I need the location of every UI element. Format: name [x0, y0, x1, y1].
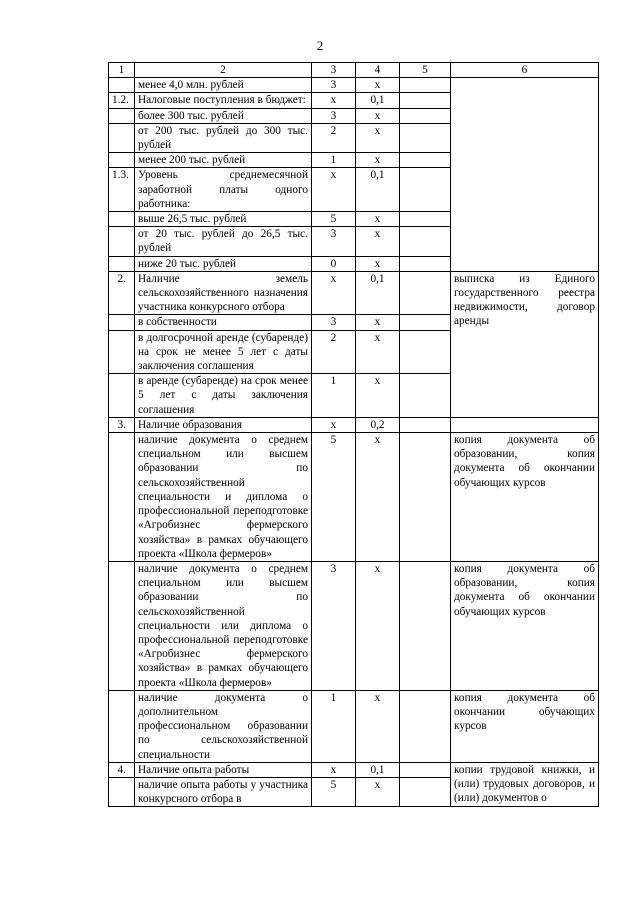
- supporting-document: [451, 417, 599, 432]
- supporting-document: копия документа об образовании, копия документа об окончании обучающих курсов: [451, 433, 599, 562]
- row-number: 4.: [109, 762, 135, 777]
- row-number: [109, 78, 135, 93]
- row-number: [109, 690, 135, 762]
- supporting-document: копии трудовой книжки, и (или) трудовых договоров, и (или) документов о: [451, 762, 599, 807]
- table-row: [109, 762, 599, 777]
- column-5-cell: [400, 108, 451, 123]
- criterion-weight: x: [356, 123, 400, 152]
- criterion-score: 5: [312, 212, 356, 227]
- criterion-weight: 0,1: [356, 762, 400, 777]
- criterion-score: 1: [312, 153, 356, 168]
- criterion-score: 3: [312, 78, 356, 93]
- row-number: 1.2.: [109, 93, 135, 108]
- criterion-score: 0: [312, 256, 356, 271]
- criterion-weight: x: [356, 690, 400, 762]
- criterion-name: более 300 тыс. рублей: [135, 108, 312, 123]
- criterion-weight: x: [356, 78, 400, 93]
- row-number: [109, 227, 135, 256]
- criterion-weight: x: [356, 108, 400, 123]
- criterion-weight: 0,1: [356, 93, 400, 108]
- supporting-document: копия документа об окончании обучающих курсов: [451, 690, 599, 762]
- criterion-name: Налоговые поступления в бюджет:: [135, 93, 312, 108]
- header-row: [109, 63, 599, 78]
- column-5-cell: [400, 315, 451, 330]
- criterion-name: в долгосрочной аренде (субаренде) на срок не менее 5 лет с даты заключения соглашения: [135, 330, 312, 374]
- table-row: [109, 561, 599, 690]
- criterion-score: x: [312, 417, 356, 432]
- column-5-cell: [400, 690, 451, 762]
- column-5-cell: [400, 417, 451, 432]
- criterion-score: x: [312, 762, 356, 777]
- criterion-name: в собственности: [135, 315, 312, 330]
- supporting-document: [451, 78, 599, 272]
- column-5-cell: [400, 256, 451, 271]
- criterion-name: Наличие земель сельскохозяйственного назначения участника конкурсного отбора: [135, 271, 312, 315]
- criterion-weight: x: [356, 227, 400, 256]
- column-5-cell: [400, 78, 451, 93]
- row-number: [109, 212, 135, 227]
- criterion-name: наличие опыта работы у участника конкурсного отбора в: [135, 777, 312, 806]
- row-number: 1.3.: [109, 168, 135, 212]
- table-row: [109, 271, 599, 315]
- row-number: [109, 123, 135, 152]
- supporting-document: выписка из Единого государственного реестра недвижимости, договор аренды: [451, 271, 599, 417]
- row-number: [109, 561, 135, 690]
- criterion-name: от 20 тыс. рублей до 26,5 тыс. рублей: [135, 227, 312, 256]
- criterion-weight: x: [356, 153, 400, 168]
- criterion-score: 3: [312, 108, 356, 123]
- header-cell: 4: [356, 63, 400, 78]
- criterion-weight: x: [356, 315, 400, 330]
- column-5-cell: [400, 123, 451, 152]
- criterion-name: выше 26,5 тыс. рублей: [135, 212, 312, 227]
- table-row: [109, 78, 599, 93]
- criterion-name: от 200 тыс. рублей до 300 тыс. рублей: [135, 123, 312, 152]
- criterion-score: 2: [312, 123, 356, 152]
- criterion-score: 3: [312, 315, 356, 330]
- criterion-weight: 0,1: [356, 271, 400, 315]
- supporting-document: копия документа об образовании, копия документа об окончании обучающих курсов: [451, 561, 599, 690]
- column-5-cell: [400, 93, 451, 108]
- criterion-name: Наличие образования: [135, 417, 312, 432]
- criterion-weight: x: [356, 212, 400, 227]
- criterion-score: 1: [312, 374, 356, 418]
- criterion-name: Уровень среднемесячной заработной платы одного работника:: [135, 168, 312, 212]
- column-5-cell: [400, 330, 451, 374]
- table-row: [109, 417, 599, 432]
- column-5-cell: [400, 374, 451, 418]
- criterion-name: Наличие опыта работы: [135, 762, 312, 777]
- criterion-score: 5: [312, 777, 356, 806]
- column-5-cell: [400, 271, 451, 315]
- row-number: [109, 433, 135, 562]
- row-number: 2.: [109, 271, 135, 315]
- criterion-name: ниже 20 тыс. рублей: [135, 256, 312, 271]
- table-row: [109, 433, 599, 562]
- row-number: [109, 108, 135, 123]
- criterion-weight: 0,1: [356, 168, 400, 212]
- column-5-cell: [400, 433, 451, 562]
- criterion-weight: x: [356, 561, 400, 690]
- header-cell: 6: [451, 63, 599, 78]
- page-number: 2: [316, 38, 324, 53]
- criterion-weight: x: [356, 256, 400, 271]
- row-number: [109, 153, 135, 168]
- row-number: [109, 315, 135, 330]
- row-number: [109, 330, 135, 374]
- table-row: [109, 690, 599, 762]
- criterion-name: в аренде (субаренде) на срок менее 5 лет с даты заключения соглашения: [135, 374, 312, 418]
- column-5-cell: [400, 153, 451, 168]
- criterion-score: 5: [312, 433, 356, 562]
- header-cell: 1: [109, 63, 135, 78]
- criterion-name: наличие документа о среднем специальном или высшем образовании по сельскохозяйственной специальности и диплома о профессиональной переподготовке «Агробизнес фермерского хозяйства» в рамках обучающего проекта «Школа фермеров»: [135, 433, 312, 562]
- criterion-weight: x: [356, 374, 400, 418]
- header-cell: 5: [400, 63, 451, 78]
- column-5-cell: [400, 777, 451, 806]
- criterion-score: x: [312, 168, 356, 212]
- criterion-score: 1: [312, 690, 356, 762]
- criterion-score: x: [312, 93, 356, 108]
- criteria-table: [108, 62, 599, 807]
- criterion-weight: x: [356, 433, 400, 562]
- criterion-weight: 0,2: [356, 417, 400, 432]
- row-number: [109, 374, 135, 418]
- criterion-score: 3: [312, 561, 356, 690]
- criterion-score: x: [312, 271, 356, 315]
- column-5-cell: [400, 561, 451, 690]
- criterion-name: наличие документа о дополнительном профессиональном образовании по сельскохозяйственной специальности: [135, 690, 312, 762]
- criterion-score: 3: [312, 227, 356, 256]
- criterion-name: менее 4,0 млн. рублей: [135, 78, 312, 93]
- criterion-score: 2: [312, 330, 356, 374]
- row-number: [109, 256, 135, 271]
- header-cell: 3: [312, 63, 356, 78]
- row-number: 3.: [109, 417, 135, 432]
- criterion-name: менее 200 тыс. рублей: [135, 153, 312, 168]
- criterion-name: наличие документа о среднем специальном или высшем образовании по сельскохозяйственной специальности или диплома о профессиональной переподготовке «Агробизнес фермерского хозяйства» в рамках обучающего проекта «Школа фермеров»: [135, 561, 312, 690]
- column-5-cell: [400, 227, 451, 256]
- column-5-cell: [400, 212, 451, 227]
- header-cell: 2: [135, 63, 312, 78]
- criterion-weight: x: [356, 777, 400, 806]
- column-5-cell: [400, 168, 451, 212]
- row-number: [109, 777, 135, 806]
- criterion-weight: x: [356, 330, 400, 374]
- column-5-cell: [400, 762, 451, 777]
